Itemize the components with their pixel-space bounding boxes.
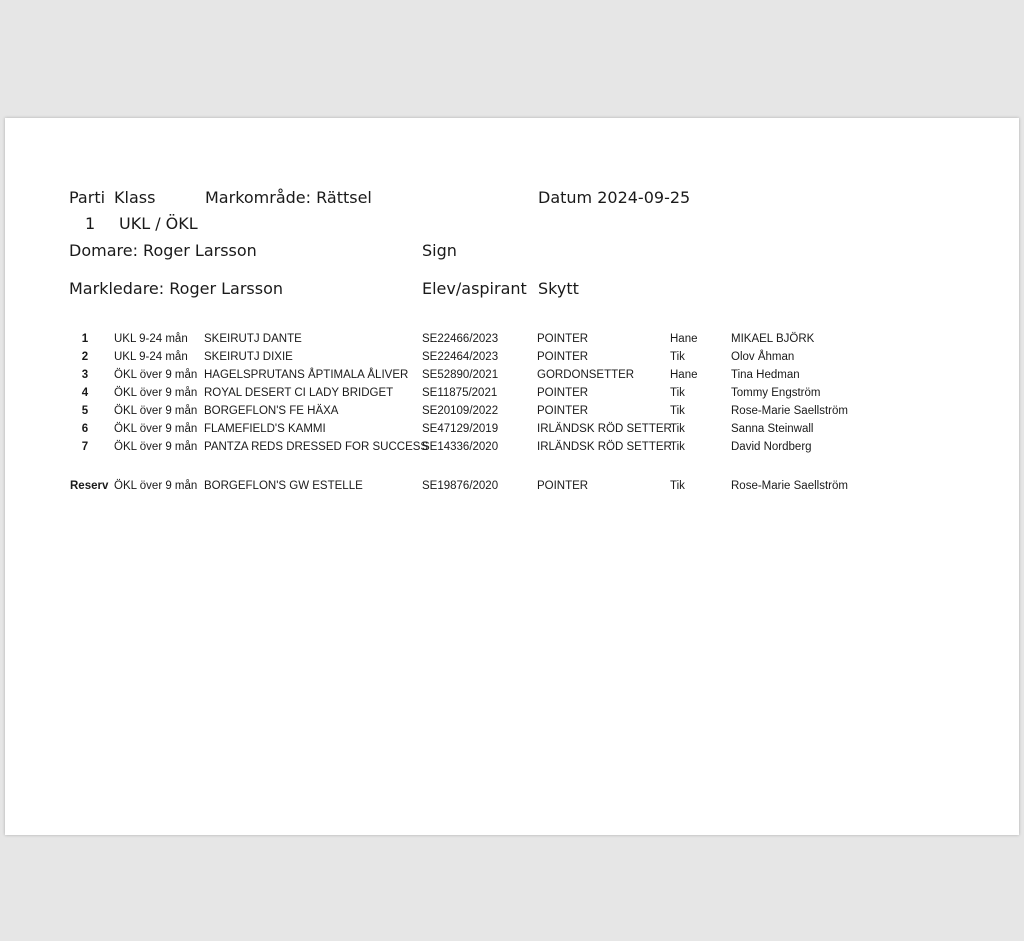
skytt-label: Skytt [538,279,579,298]
registration-number: SE22466/2023 [422,333,499,345]
sign-label: Sign [422,241,457,260]
list-item [5,385,1019,401]
document-page [5,118,1019,835]
registration-number: SE52890/2021 [422,369,499,381]
entry-number: 2 [81,351,89,363]
owner: Rose-Marie Saellström [731,480,848,492]
datum-text: Datum 2024-09-25 [538,188,691,207]
sex: Hane [670,333,698,345]
sex: Tik [670,423,685,435]
entry-number: 1 [81,333,89,345]
dog-name: SKEIRUTJ DANTE [204,333,302,345]
list-item [5,403,1019,419]
owner: Tommy Engström [731,387,821,399]
sex: Tik [670,441,685,453]
owner: Sanna Steinwall [731,423,814,435]
registration-number: SE47129/2019 [422,423,499,435]
dog-name: BORGEFLON'S GW ESTELLE [204,480,363,492]
entry-number: 5 [81,405,89,417]
entry-class: ÖKL över 9 mån [114,405,198,417]
owner: Tina Hedman [731,369,800,381]
klass-label: Klass [114,188,156,207]
list-item [5,331,1019,347]
registration-number: SE19876/2020 [422,480,499,492]
sex: Tik [670,387,685,399]
dog-name: SKEIRUTJ DIXIE [204,351,293,363]
sex: Hane [670,369,698,381]
owner: Rose-Marie Saellström [731,405,848,417]
registration-number: SE22464/2023 [422,351,499,363]
entry-class: UKL 9-24 mån [114,333,188,345]
list-item [5,439,1019,455]
entry-number: 6 [81,423,89,435]
elev-aspirant-label: Elev/aspirant [422,279,527,298]
entry-class: ÖKL över 9 mån [114,387,198,399]
breed: IRLÄNDSK RÖD SETTER [537,423,672,435]
owner: David Nordberg [731,441,812,453]
registration-number: SE14336/2020 [422,441,499,453]
sex: Tik [670,351,685,363]
breed: POINTER [537,405,589,417]
sex: Tik [670,405,685,417]
registration-number: SE11875/2021 [422,387,498,399]
entry-number: 3 [81,369,89,381]
dog-name: ROYAL DESERT CI LADY BRIDGET [204,387,394,399]
owner: Olov Åhman [731,351,795,363]
markomrade-text: Markområde: Rättsel [205,188,372,207]
reserve-row [5,478,1019,494]
entry-class: ÖKL över 9 mån [114,423,198,435]
breed: IRLÄNDSK RÖD SETTER [537,441,672,453]
markledare-text: Markledare: Roger Larsson [69,279,283,298]
parti-label: Parti [69,188,106,207]
dog-name: BORGEFLON'S FE HÄXA [204,405,339,417]
parti-number: 1 [85,214,96,233]
breed: POINTER [537,387,589,399]
dog-name: FLAMEFIELD'S KAMMI [204,423,326,435]
dog-name: HAGELSPRUTANS ÅPTIMALA ÅLIVER [204,369,409,381]
reserve-label: Reserv [70,480,109,492]
klass-value: UKL / ÖKL [119,214,198,233]
breed: POINTER [537,480,589,492]
breed: POINTER [537,333,589,345]
breed: POINTER [537,351,589,363]
entry-class: UKL 9-24 mån [114,351,188,363]
list-item [5,421,1019,437]
owner: MIKAEL BJÖRK [731,333,815,345]
dog-name: PANTZA REDS DRESSED FOR SUCCESS [204,441,429,453]
breed: GORDONSETTER [537,369,635,381]
registration-number: SE20109/2022 [422,405,499,417]
list-item [5,349,1019,365]
entry-class: ÖKL över 9 mån [114,369,198,381]
list-item [5,367,1019,383]
entry-number: 4 [81,387,89,399]
entry-number: 7 [81,441,89,453]
entry-class: ÖKL över 9 mån [114,441,198,453]
domare-text: Domare: Roger Larsson [69,241,257,260]
sex: Tik [670,480,685,492]
entry-class: ÖKL över 9 mån [114,480,198,492]
